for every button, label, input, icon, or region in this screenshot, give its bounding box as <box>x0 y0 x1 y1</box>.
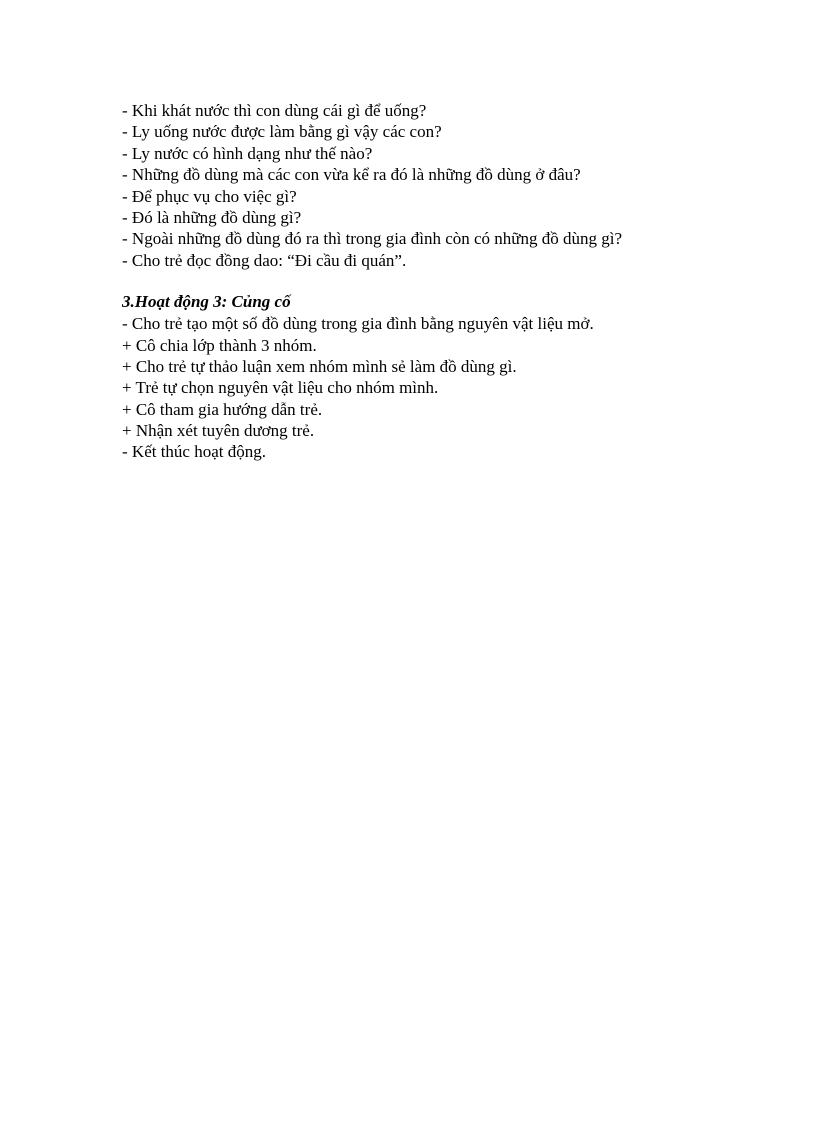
activity-step: + Cô chia lớp thành 3 nhóm. <box>122 335 317 355</box>
instruction-line: - Cho trẻ đọc đồng dao: “Đi cầu đi quán”. <box>122 250 407 270</box>
document-body <box>122 100 722 463</box>
section-heading: 3.Hoạt động 3: Củng cố <box>122 292 291 312</box>
activity-step: + Cho trẻ tự thảo luận xem nhóm mình sẻ làm đồ dùng gì. <box>122 356 517 376</box>
activity-step: + Cô tham gia hướng dẫn trẻ. <box>122 399 323 419</box>
question-line: - Để phục vụ cho việc gì? <box>122 186 297 206</box>
question-line: - Ly uống nước được làm bằng gì vậy các con? <box>122 122 442 142</box>
question-line: - Khi khát nước thì con dùng cái gì để uống? <box>122 101 427 120</box>
question-line: - Đó là những đồ dùng gì? <box>122 207 302 227</box>
paragraph-gap <box>122 271 722 291</box>
activity-step: + Trẻ tự chọn nguyên vật liệu cho nhóm mình. <box>122 378 439 398</box>
activity-line: - Cho trẻ tạo một số đồ dùng trong gia đình bằng nguyên vật liệu mở. <box>122 314 594 334</box>
activity-step: + Nhận xét tuyên dương trẻ. <box>122 421 315 441</box>
question-line: - Ly nước có hình dạng như thế nào? <box>122 143 373 163</box>
question-line: - Những đồ dùng mà các con vừa kể ra đó là những đồ dùng ở đâu? <box>122 165 581 185</box>
activity-line: - Kết thúc hoạt động. <box>122 442 266 462</box>
question-line: - Ngoài những đồ dùng đó ra thì trong gia đình còn có những đồ dùng gì? <box>122 229 623 249</box>
